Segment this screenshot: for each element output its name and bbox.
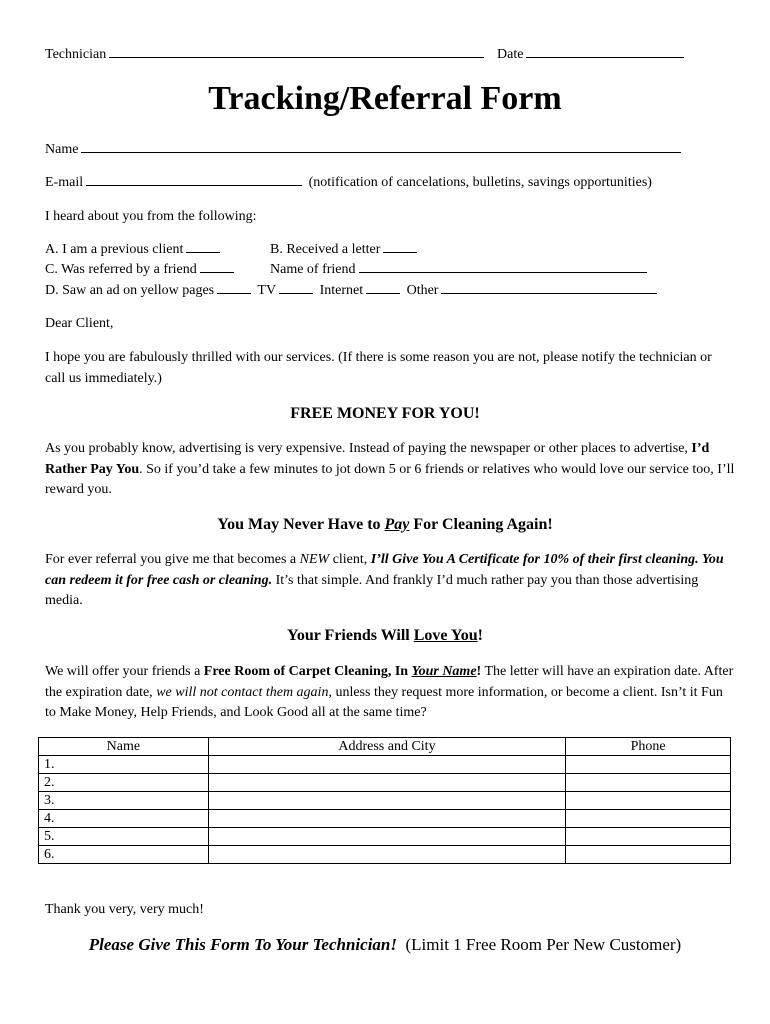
source-c[interactable] <box>45 262 237 278</box>
date-line[interactable] <box>526 56 684 58</box>
h2-text-a: You May Never Have to <box>217 516 385 533</box>
offer-paragraph <box>45 662 735 724</box>
p2-new: NEW <box>299 552 330 567</box>
col-header-phone: Phone <box>566 738 731 756</box>
table-row <box>39 810 731 828</box>
technician-field[interactable] <box>45 47 487 63</box>
email-line[interactable] <box>86 184 302 186</box>
source-b[interactable] <box>270 242 420 258</box>
name-field[interactable] <box>45 142 684 158</box>
source-c-label: C. Was referred by a friend <box>45 262 197 277</box>
advertising-paragraph <box>45 439 735 501</box>
source-b-line[interactable] <box>383 251 417 253</box>
heading-never-pay <box>0 516 770 534</box>
source-internet-line[interactable] <box>366 292 400 294</box>
source-tv-label: TV <box>257 283 277 298</box>
name-cell[interactable]: 4. <box>39 810 209 828</box>
p3-excl: ! <box>476 664 482 679</box>
source-d-line[interactable] <box>217 292 251 294</box>
p2-text-c: client, <box>329 552 371 567</box>
name-cell[interactable]: 1. <box>39 756 209 774</box>
email-label: E-mail <box>45 175 84 190</box>
col-header-address: Address and City <box>208 738 565 756</box>
phone-cell[interactable] <box>566 792 731 810</box>
source-d-row[interactable] <box>45 283 660 299</box>
h2-pay: Pay <box>384 516 410 533</box>
source-tv-line[interactable] <box>279 292 313 294</box>
source-d-label: D. Saw an ad on yellow pages <box>45 283 215 298</box>
h2-text-c: For Cleaning Again! <box>409 516 553 533</box>
table-header-row <box>39 738 731 756</box>
table-row <box>39 846 731 864</box>
name-line[interactable] <box>81 151 681 153</box>
p1-text-c: . So if you’d take a few minutes to jot down 5 or 6 friends or relatives who would love our service too, I’ll reward you. <box>45 461 735 497</box>
footer-limit: (Limit 1 Free Room Per New Customer) <box>405 935 682 954</box>
source-internet-label: Internet <box>319 283 364 298</box>
h3-love-you: Love You <box>413 627 478 644</box>
address-cell[interactable] <box>208 774 565 792</box>
p2-certificate: I’ll Give You A Certificate for 10% of their first cleaning. You can redeem it for free cash or cleaning. <box>45 552 724 588</box>
heard-prompt: I heard about you from the following: <box>45 209 257 224</box>
phone-cell[interactable] <box>566 756 731 774</box>
email-field[interactable] <box>45 175 652 191</box>
source-c-line[interactable] <box>200 271 234 273</box>
address-cell[interactable] <box>208 810 565 828</box>
p3-free-room: Free Room of Carpet Cleaning, In <box>203 664 412 679</box>
source-a-line[interactable] <box>186 251 220 253</box>
phone-cell[interactable] <box>566 774 731 792</box>
name-cell[interactable]: 3. <box>39 792 209 810</box>
p1-bold: I’d Rather Pay You <box>45 441 710 477</box>
referral-paragraph <box>45 550 735 612</box>
friend-name-field[interactable] <box>270 262 650 278</box>
source-other-line[interactable] <box>441 292 657 294</box>
address-cell[interactable] <box>208 792 565 810</box>
phone-cell[interactable] <box>566 828 731 846</box>
phone-cell[interactable] <box>566 810 731 828</box>
footer-cta <box>0 935 770 955</box>
p3-text-e: The letter will have an expiration date. After the expiration date, <box>45 664 734 700</box>
address-cell[interactable] <box>208 756 565 774</box>
phone-cell[interactable] <box>566 846 731 864</box>
page-title: Tracking/Referral Form <box>208 80 562 117</box>
p3-your-name: Your Name <box>411 664 477 679</box>
name-cell[interactable]: 6. <box>39 846 209 864</box>
intro-paragraph: I hope you are fabulously thrilled with our services. (If there is some reason you are not, please notify the technician or call us immediately.) <box>45 350 712 386</box>
p3-text-a: We will offer your friends a <box>45 664 204 679</box>
h3-text-c: ! <box>477 627 483 644</box>
p1-text-a: As you probably know, advertising is very expensive. Instead of paying the newspaper or other places to advertise, <box>45 441 692 456</box>
heading-free-money: FREE MONEY FOR YOU! <box>290 405 480 422</box>
table-row <box>39 774 731 792</box>
p3-text-g: , unless they request more information, or become a client. Isn’t it Fun to Make Money, Help Friends, and Look Good all at the same time? <box>45 684 723 720</box>
source-b-label: B. Received a letter <box>270 242 381 257</box>
thanks-text: Thank you very, very much! <box>45 902 204 917</box>
name-label: Name <box>45 142 79 157</box>
source-a-label: A. I am a previous client <box>45 242 184 257</box>
table-row <box>39 828 731 846</box>
footer-cta-bold: Please Give This Form To Your Technician! <box>88 935 397 954</box>
address-cell[interactable] <box>208 846 565 864</box>
date-label: Date <box>497 47 524 62</box>
salutation: Dear Client, <box>45 316 114 331</box>
heading-love-you <box>0 627 770 645</box>
email-note: (notification of cancelations, bulletins, savings opportunities) <box>308 175 652 190</box>
referral-table <box>38 737 731 864</box>
p2-text-a: For ever referral you give me that becomes a <box>45 552 300 567</box>
p3-no-contact: we will not contact them again <box>156 684 329 700</box>
table-row <box>39 756 731 774</box>
col-header-name: Name <box>39 738 209 756</box>
source-other-label: Other <box>406 283 439 298</box>
table-row <box>39 792 731 810</box>
technician-label: Technician <box>45 47 107 62</box>
source-a[interactable] <box>45 242 223 258</box>
technician-line[interactable] <box>109 56 484 58</box>
date-field[interactable] <box>497 47 687 63</box>
address-cell[interactable] <box>208 828 565 846</box>
h3-text-a: Your Friends Will <box>287 627 414 644</box>
name-cell[interactable]: 2. <box>39 774 209 792</box>
name-cell[interactable]: 5. <box>39 828 209 846</box>
p2-text-e: It’s that simple. And frankly I’d much rather pay you than those advertising media. <box>45 572 699 608</box>
friend-name-line[interactable] <box>359 271 647 273</box>
friend-name-label: Name of friend <box>270 262 356 277</box>
